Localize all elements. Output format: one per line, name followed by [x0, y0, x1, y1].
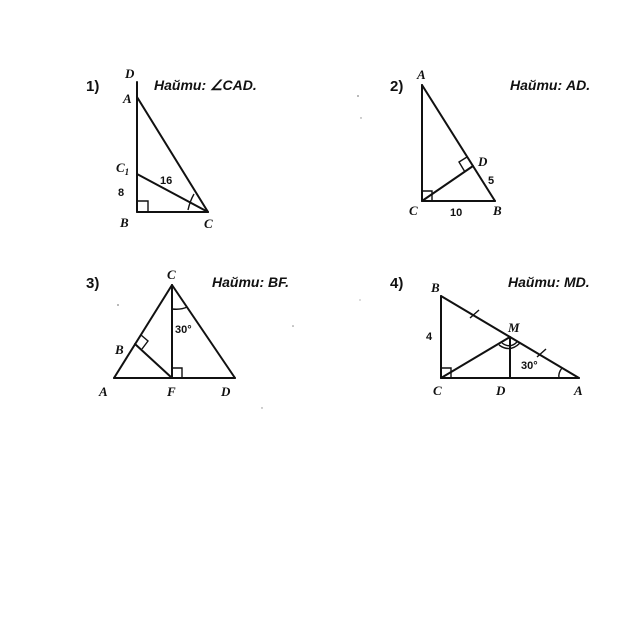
p1-label-a: A: [123, 91, 132, 106]
p4-label-a: A: [574, 383, 583, 398]
p1-label-d: D: [125, 66, 135, 81]
p1-value-c1b: 8: [118, 187, 125, 199]
p3-angle-arc-c: [172, 307, 187, 309]
p1-line-ac: [137, 97, 208, 212]
p1-label-c: C: [204, 216, 213, 231]
p4-value-angle: 30°: [521, 360, 538, 372]
p2-line-ab: [422, 85, 495, 201]
p1-right-angle-b: [137, 201, 148, 212]
p4-label-d: D: [496, 383, 506, 398]
problem-3: [86, 267, 289, 399]
p3-right-angle-f: [172, 368, 182, 378]
p3-label-a: A: [99, 384, 108, 399]
p2-value-db: 5: [488, 175, 495, 187]
problem-4: [390, 274, 590, 398]
p2-label-c: C: [409, 203, 418, 218]
p3-right-angle-b: [141, 335, 148, 349]
p3-line-bf: [135, 344, 172, 378]
problem-1: [86, 66, 257, 231]
p1-label-b: B: [120, 215, 129, 230]
p1-value-c1c: 16: [160, 175, 173, 187]
p3-label-b: B: [115, 342, 124, 357]
problem-2: [390, 67, 590, 219]
p3-line-ac: [114, 285, 172, 378]
p4-label-b: B: [431, 280, 440, 295]
p3-label-d: D: [221, 384, 231, 399]
problem-4-task: Найти: MD.: [508, 274, 590, 290]
problem-2-number: 2): [390, 78, 404, 95]
problem-2-task: Найти: AD.: [510, 77, 591, 93]
p4-label-c: C: [433, 383, 442, 398]
problem-1-task: Найти: ∠CAD.: [154, 77, 257, 93]
p4-value-bc: 4: [426, 331, 433, 343]
problem-3-task: Найти: BF.: [212, 274, 289, 290]
p4-label-m: M: [508, 320, 520, 335]
p4-angle-arc-a: [559, 368, 562, 378]
p3-value-angle: 30°: [175, 324, 192, 336]
p2-label-b: B: [493, 203, 502, 218]
problem-1-number: 1): [86, 78, 100, 95]
p2-label-a: A: [417, 67, 426, 82]
problem-4-number: 4): [390, 275, 404, 292]
problem-3-number: 3): [86, 275, 100, 292]
p1-label-c1: $C_1$: [116, 160, 130, 177]
p3-label-c: C: [167, 267, 176, 282]
p2-label-d: D: [478, 154, 488, 169]
p3-label-f: F: [167, 384, 176, 399]
p2-value-cb: 10: [450, 207, 463, 219]
